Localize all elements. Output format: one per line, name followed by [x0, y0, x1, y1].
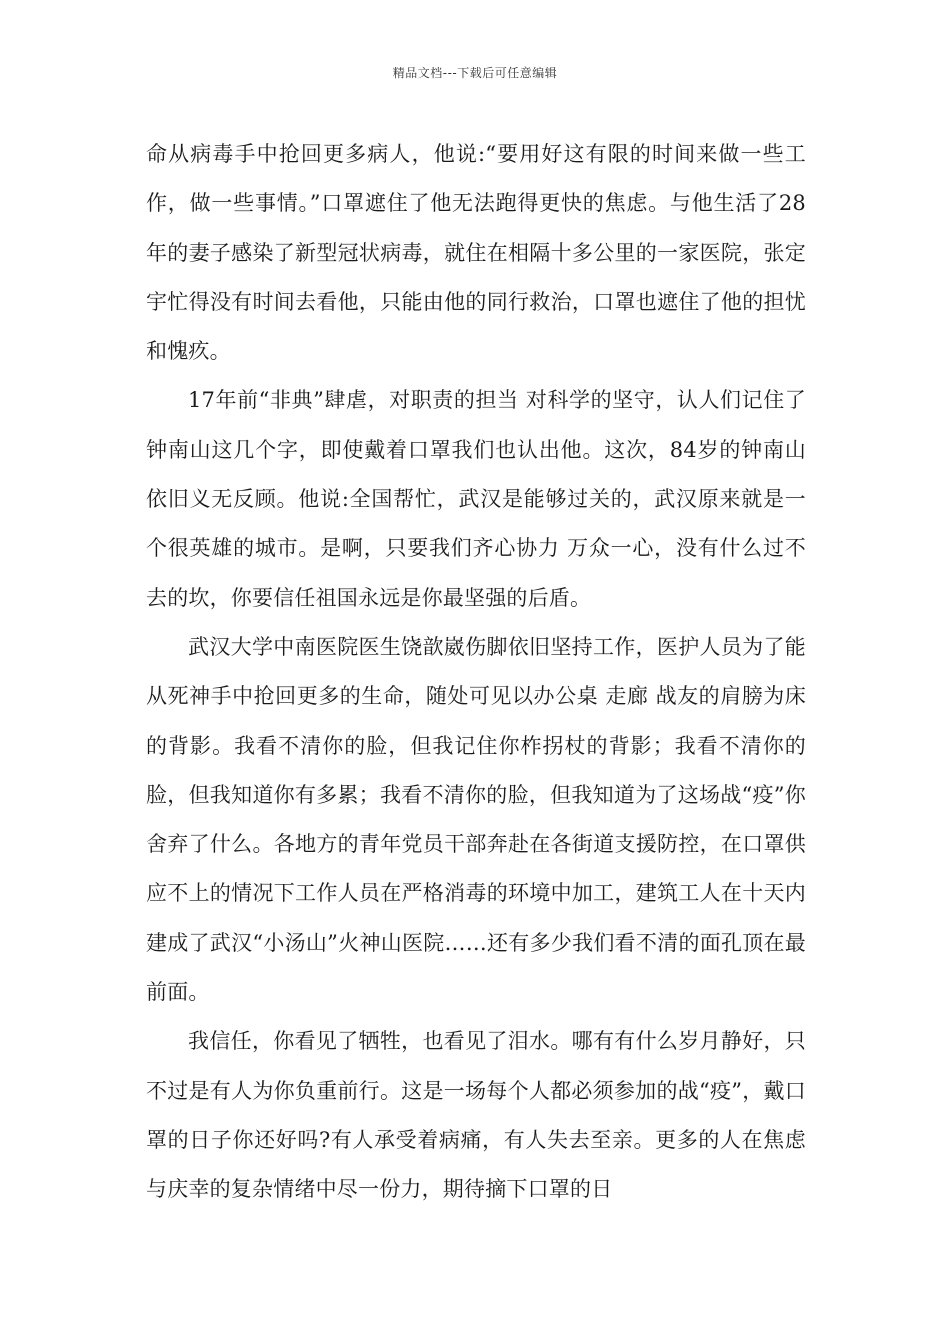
page-header: 精品文档---下载后可任意编辑 — [392, 66, 558, 80]
paragraph-3: 武汉大学中南医院医生饶歆崴伤脚依旧坚持工作，医护人员为了能从死神手中抢回更多的生命，随处可见以办公桌 走廊 战友的肩膀为床的背影。我看不清你的脸，但我记住你柞拐杖的背影；我看不清你的脸，但我知道你有多累；我看不清你的脸，但我知道为了这场战“疫”你舍弃了什么。各地方的青年党员干部奔赴在各街道支援防控，在口罩供应不上的情况下工作人员在严格消毒的环境中加工，建筑工人在十天内建成了武汉“小汤山”火神山医院……还有多少我们看不清的面孔顶在最前面。 — [146, 634, 806, 1005]
paragraph-1: 命从病毒手中抢回更多病人，他说:“要用好这有限的时间来做一些工作，做一些事情。”口罩遮住了他无法跑得更快的焦虑。与他生活了28年的妻子感染了新型冠状病毒，就住在相隔十多公里的一家医院，张定宇忙得没有时间去看他，只能由他的同行救治，口罩也遮住了他的担忧和愧疚。 — [146, 142, 806, 364]
document-body — [146, 130, 806, 1215]
paragraph-4: 我信任，你看见了牺牲，也看见了泪水。哪有有什么岁月静好，只不过是有人为你负重前行。这是一场每个人都必须参加的战“疫”，戴口罩的日子你还好吗?有人承受着病痛，有人失去至亲。更多的人在焦虑与庆幸的复杂情绪中尽一份力，期待摘下口罩的日 — [146, 1029, 806, 1202]
paragraph-2: 17年前“非典”肆虐，对职责的担当 对科学的坚守，认人们记住了钟南山这几个字，即使戴着口罩我们也认出他。这次，84岁的钟南山依旧义无反顾。他说:全国帮忙，武汉是能够过关的，武汉原来就是一个很英雄的城市。是啊，只要我们齐心协力 万众一心，没有什么过不去的坎，你要信任祖国永远是你最坚强的后盾。 — [146, 388, 806, 610]
